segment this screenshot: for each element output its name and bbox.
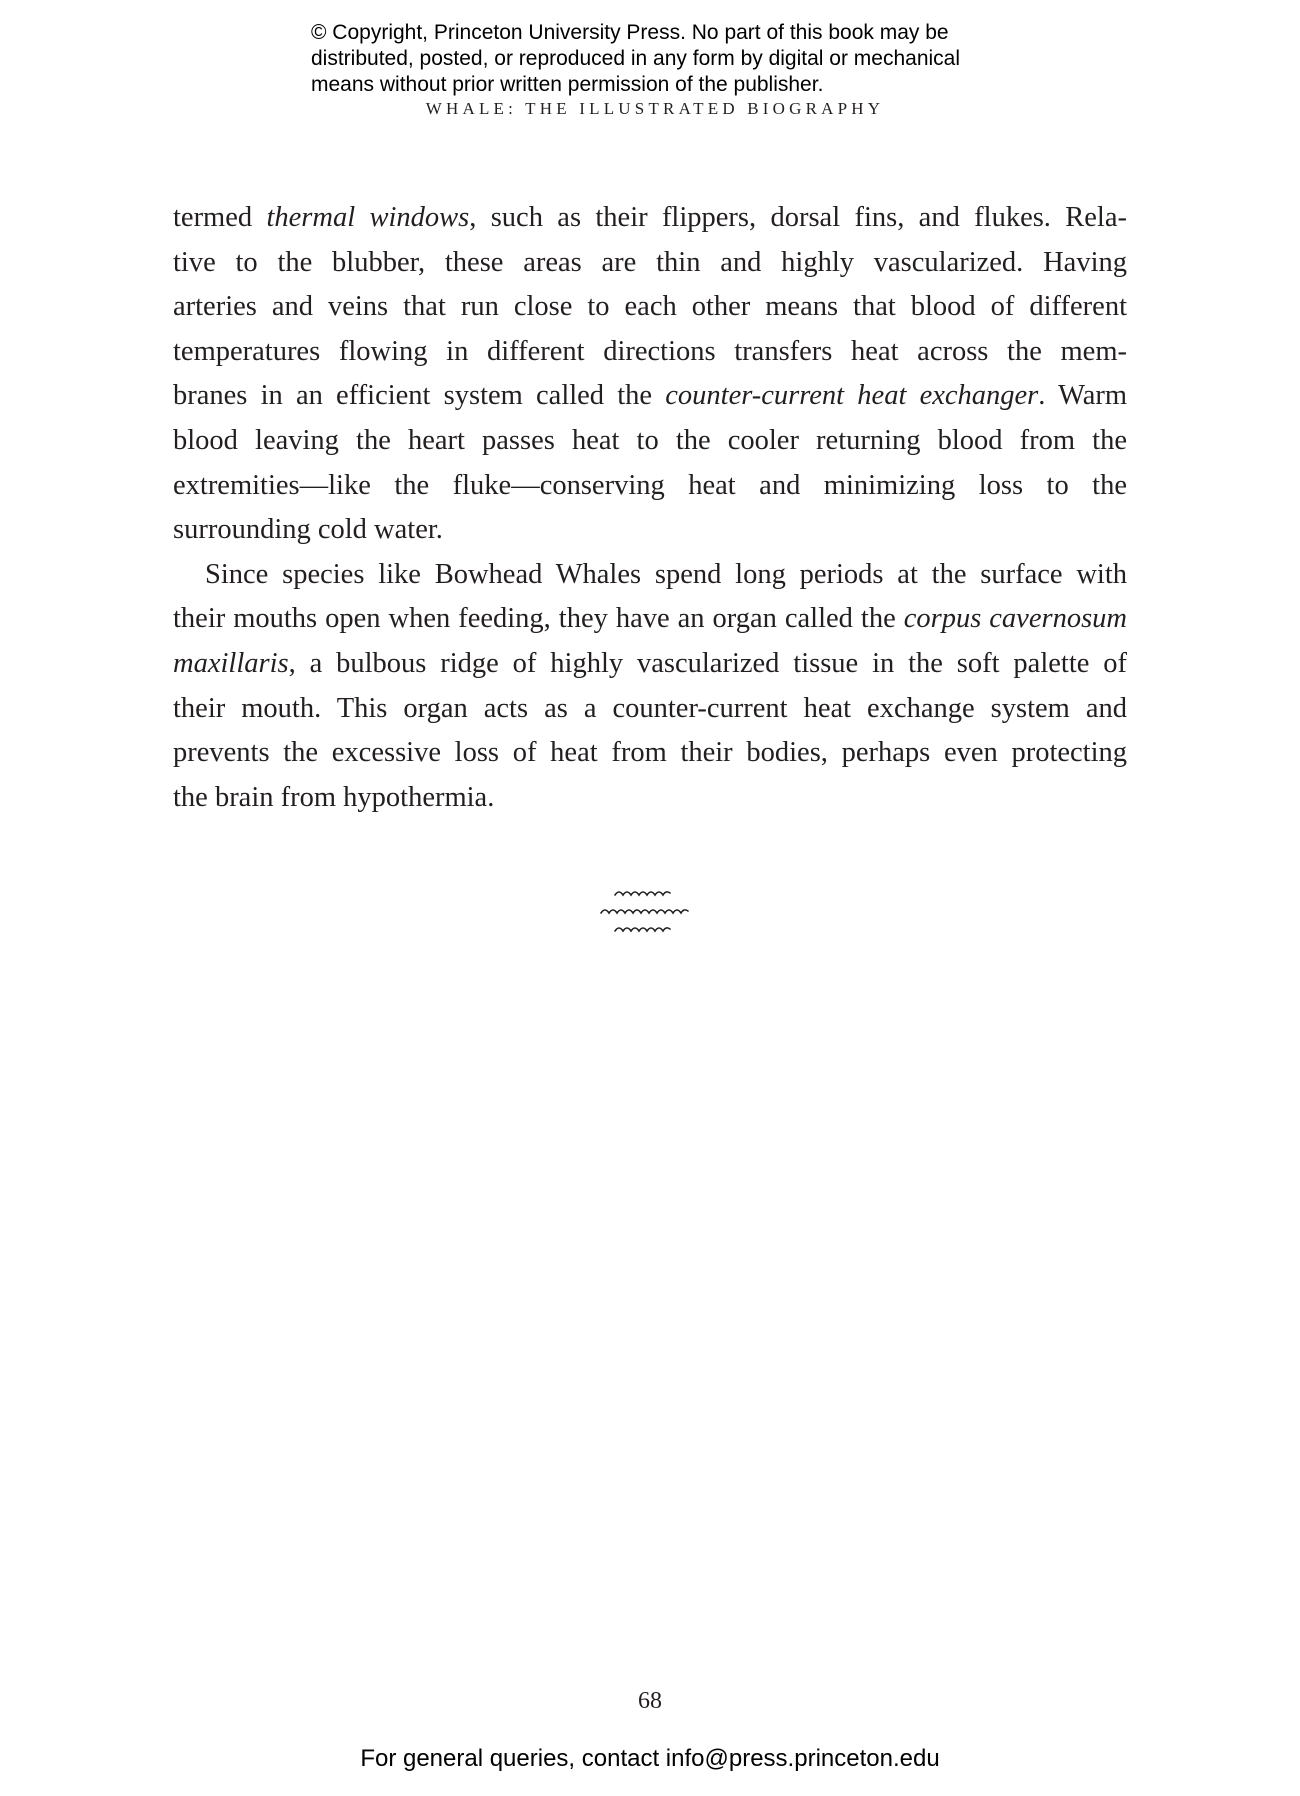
text-line: extremities—like the fluke—conserving heat and minimizing loss to the [173,469,1127,501]
text-line: surrounding cold water. [173,514,443,546]
italic-term: corpus cavernosum [903,603,1127,635]
text-line: branes in an efficient system called the counter-current heat exchanger. Warm [173,380,1127,412]
paragraph-2 [173,553,1127,821]
italic-term: maxillaris [173,647,289,679]
italic-term: thermal windows [266,202,470,233]
wave-ornament-icon [597,886,703,942]
text-line: their mouths open when feeding, they have an organ called the corpus cavernosum [173,603,1127,635]
footer-contact: For general queries, contact info@press.princeton.edu [360,1745,940,1772]
body-text [173,196,1127,820]
paragraph-1 [173,196,1127,553]
text-line: Since species like Bowhead Whales spend long periods at the surface with [205,558,1127,590]
text-line: arteries and veins that run close to each other means that blood of different [173,291,1127,323]
copyright-notice [311,20,1031,98]
copyright-line: distributed, posted, or reproduced in any form by digital or mechanical [311,47,961,70]
copyright-line: © Copyright, Princeton University Press. No part of this book may be [311,21,949,44]
text-line: their mouth. This organ acts as a counter-current heat exchange system and [173,692,1127,724]
text-line: prevents the excessive loss of heat from their bodies, perhaps even protecting [173,737,1127,769]
italic-term: counter-current heat exchanger [665,380,1039,412]
page-number: 68 [638,1688,662,1714]
text-line: blood leaving the heart passes heat to the cooler returning blood from the [173,424,1127,456]
text-line: maxillaris, a bulbous ridge of highly vascularized tissue in the soft palette of [173,647,1127,679]
copyright-line: means without prior written permission of the publisher. [311,73,824,96]
text-line: tive to the blubber, these areas are thin and highly vascularized. Having [173,246,1127,278]
text-line: termed thermal windows, such as their flippers, dorsal fins, and flukes. Rela- [173,202,1127,233]
running-head: WHALE: THE ILLUSTRATED BIOGRAPHY [425,99,885,118]
text-line: the brain from hypothermia. [173,781,495,813]
text-line: temperatures flowing in different directions transfers heat across the mem- [173,335,1127,367]
